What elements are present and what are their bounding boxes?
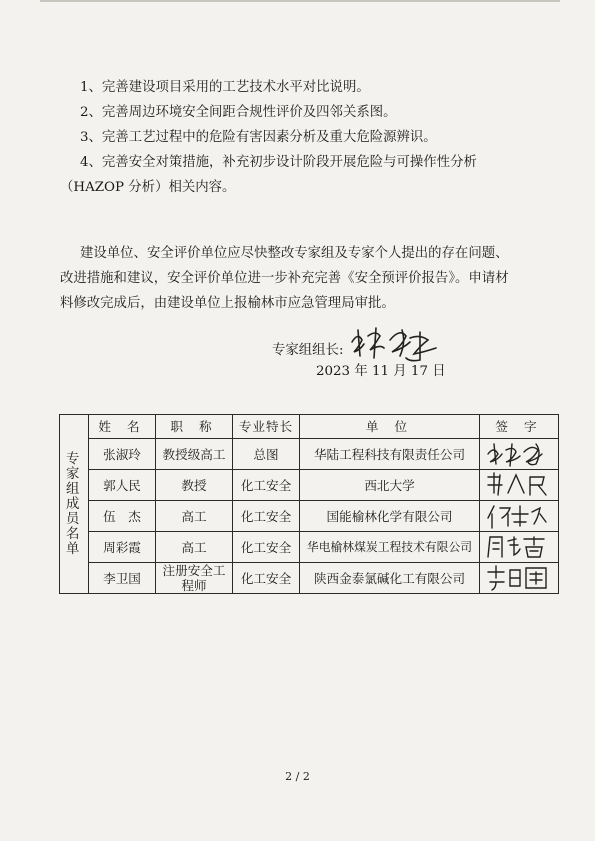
cell-specialty: 化工安全 bbox=[233, 501, 300, 532]
cell-name: 周彩霞 bbox=[89, 532, 156, 563]
header-title: 职 称 bbox=[156, 415, 233, 439]
signature-wu bbox=[484, 502, 554, 530]
signature-zhang bbox=[484, 440, 554, 468]
cell-name: 伍 杰 bbox=[89, 501, 156, 532]
list-item-3: 3、完善工艺过程中的危险有害因素分析及重大危险源辨识。 bbox=[80, 130, 437, 145]
page-number: 2 / 2 bbox=[285, 770, 310, 783]
cell-unit: 华陆工程科技有限责任公司 bbox=[300, 439, 480, 470]
instruction-paragraph bbox=[60, 241, 550, 316]
cell-unit: 华电榆林煤炭工程技术有限公司 bbox=[300, 532, 480, 563]
table-header-row bbox=[60, 415, 559, 439]
cell-signature bbox=[480, 470, 559, 501]
table-row bbox=[60, 532, 559, 563]
paragraph-line-3: 料修改完成后，由建设单位上报榆林市应急管理局审批。 bbox=[60, 296, 395, 311]
header-unit: 单 位 bbox=[300, 415, 480, 439]
cell-title: 注册安全工程师 bbox=[156, 563, 233, 594]
cell-specialty: 化工安全 bbox=[233, 470, 300, 501]
cell-title: 高工 bbox=[156, 501, 233, 532]
cell-title: 教授 bbox=[156, 470, 233, 501]
table-row bbox=[60, 439, 559, 470]
cell-specialty: 总图 bbox=[233, 439, 300, 470]
cell-specialty: 化工安全 bbox=[233, 532, 300, 563]
cell-signature bbox=[480, 563, 559, 594]
signature-label: 专家组组长: bbox=[272, 343, 344, 358]
signing-date: 2023 年 11 月 17 日 bbox=[316, 364, 446, 379]
cell-name: 郭人民 bbox=[89, 470, 156, 501]
signature-li bbox=[484, 564, 554, 592]
table-row bbox=[60, 501, 559, 532]
cell-unit: 国能榆林化学有限公司 bbox=[300, 501, 480, 532]
cell-specialty: 化工安全 bbox=[233, 563, 300, 594]
cell-signature bbox=[480, 439, 559, 470]
cell-signature bbox=[480, 501, 559, 532]
cell-signature bbox=[480, 532, 559, 563]
list-item-4-continued: （HAZOP 分析）相关内容。 bbox=[60, 180, 236, 195]
cell-title: 教授级高工 bbox=[156, 439, 233, 470]
header-name: 姓 名 bbox=[89, 415, 156, 439]
cell-name: 张淑玲 bbox=[89, 439, 156, 470]
list-item-1: 1、完善建设项目采用的工艺技术水平对比说明。 bbox=[80, 80, 370, 95]
signature-zhou bbox=[484, 533, 554, 561]
paragraph-line-2: 改进措施和建议，安全评价单位进一步补充完善《安全预评价报告》。申请材 bbox=[60, 271, 509, 286]
header-specialty: 专业特长 bbox=[233, 415, 300, 439]
expert-list-side-label: 专家组成员名单 bbox=[60, 415, 89, 594]
table-row bbox=[60, 470, 559, 501]
signature-guo bbox=[484, 471, 554, 499]
table-row bbox=[60, 563, 559, 594]
cell-title: 高工 bbox=[156, 532, 233, 563]
list-item-4: 4、完善安全对策措施，补充初步设计阶段开展危险与可操作性分析 bbox=[80, 155, 477, 170]
cell-unit: 西北大学 bbox=[300, 470, 480, 501]
expert-list-table bbox=[59, 414, 559, 594]
scan-edge-line bbox=[40, 0, 560, 2]
cell-name: 李卫国 bbox=[89, 563, 156, 594]
paragraph-line-1: 建设单位、安全评价单位应尽快整改专家组及专家个人提出的存在问题、 bbox=[80, 246, 509, 261]
cell-unit: 陕西金泰氯碱化工有限公司 bbox=[300, 563, 480, 594]
list-item-2: 2、完善周边环境安全间距合规性评价及四邻关系图。 bbox=[80, 105, 397, 120]
header-signature: 签 字 bbox=[480, 415, 559, 439]
